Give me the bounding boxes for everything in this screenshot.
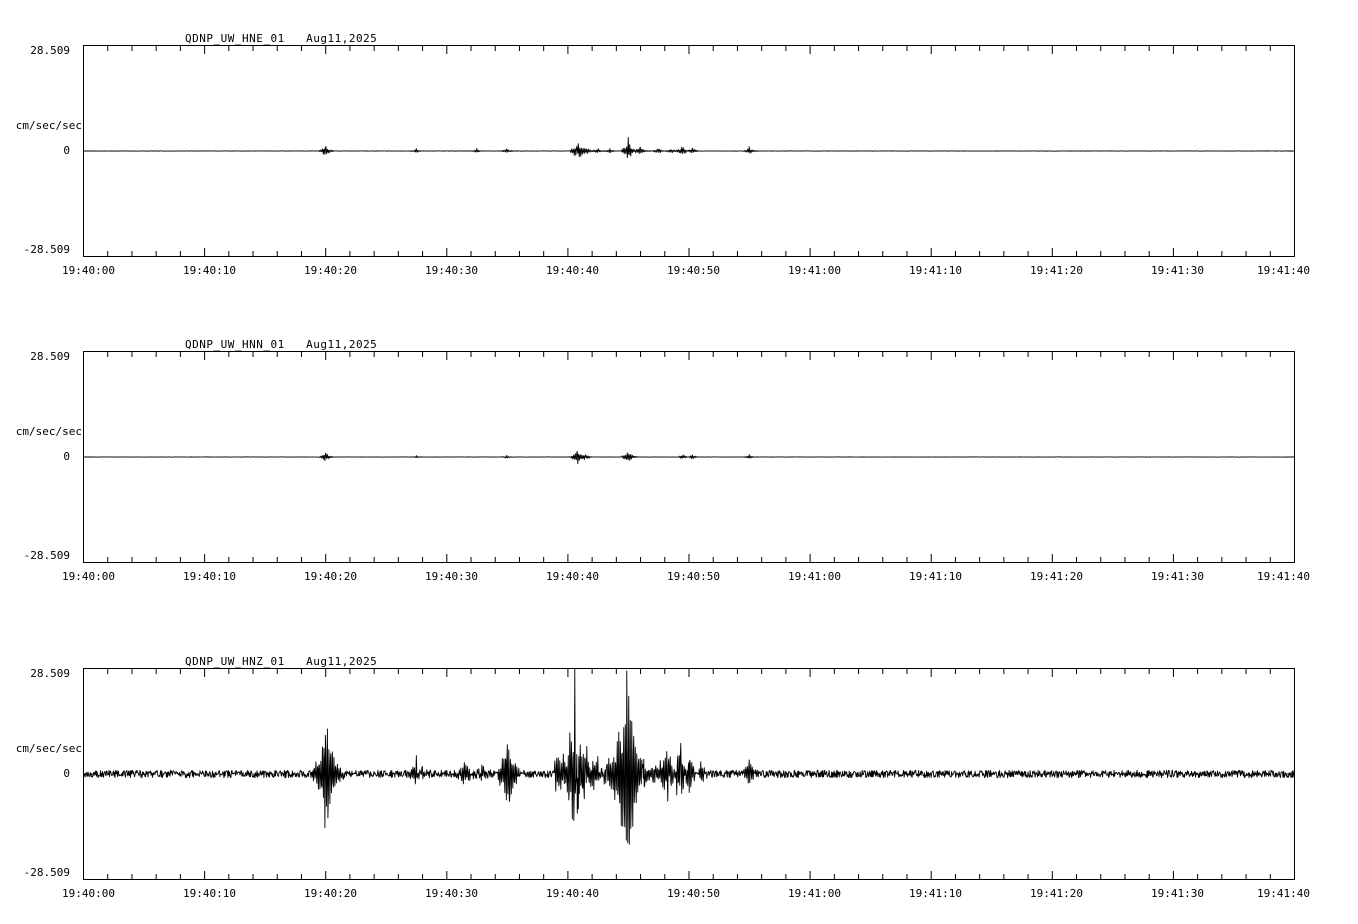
x-tick-label: 19:41:00 xyxy=(788,264,841,277)
x-tick-label: 19:41:30 xyxy=(1151,570,1204,583)
plot-area-hnz xyxy=(83,668,1295,880)
y-tick-max-hnz: 28.509 xyxy=(30,667,70,680)
x-tick-label: 19:41:00 xyxy=(788,887,841,900)
x-tick-label: 19:40:50 xyxy=(667,570,720,583)
y-tick-zero-hnz: 0 xyxy=(63,767,70,780)
x-tick-label: 19:41:10 xyxy=(909,570,962,583)
seismogram-panel-hne xyxy=(0,0,1358,290)
x-tick-label: 19:41:40 xyxy=(1257,570,1310,583)
waveform-trace xyxy=(83,452,1294,464)
y-axis-label-hne: cm/sec/sec xyxy=(15,119,82,132)
y-tick-zero-hnn: 0 xyxy=(63,450,70,463)
x-tick-label: 19:40:40 xyxy=(546,570,599,583)
plot-area-hnn xyxy=(83,351,1295,563)
x-tick-label: 19:41:40 xyxy=(1257,887,1310,900)
x-tick-label: 19:40:20 xyxy=(304,570,357,583)
y-tick-max-hne: 28.509 xyxy=(30,44,70,57)
x-tick-label: 19:41:20 xyxy=(1030,570,1083,583)
x-tick-label: 19:40:00 xyxy=(62,570,115,583)
panel-title-hne: QDNP_UW_HNE_01 Aug11,2025 xyxy=(185,32,378,45)
x-tick-label: 19:41:00 xyxy=(788,570,841,583)
x-tick-label: 19:40:40 xyxy=(546,887,599,900)
x-tick-label: 19:41:10 xyxy=(909,887,962,900)
seismogram-panel-hnz xyxy=(0,612,1358,912)
x-tick-label: 19:40:10 xyxy=(183,887,236,900)
y-tick-zero-hne: 0 xyxy=(63,144,70,157)
x-tick-label: 19:40:50 xyxy=(667,264,720,277)
x-tick-label: 19:41:20 xyxy=(1030,264,1083,277)
y-tick-min-hnn: -28.509 xyxy=(23,549,70,562)
x-tick-label: 19:40:10 xyxy=(183,264,236,277)
x-tick-label: 19:40:50 xyxy=(667,887,720,900)
waveform-trace xyxy=(83,669,1294,844)
y-tick-min-hnz: -28.509 xyxy=(23,866,70,879)
plot-area-hne xyxy=(83,45,1295,257)
y-axis-label-hnn: cm/sec/sec xyxy=(15,425,82,438)
y-axis-label-hnz: cm/sec/sec xyxy=(15,742,82,755)
x-tick-label: 19:40:40 xyxy=(546,264,599,277)
seismogram-panel-hnn xyxy=(0,306,1358,596)
panel-title-hnn: QDNP_UW_HNN_01 Aug11,2025 xyxy=(185,338,378,351)
waveform-trace xyxy=(83,137,1294,157)
x-tick-label: 19:41:30 xyxy=(1151,264,1204,277)
x-tick-label: 19:40:20 xyxy=(304,887,357,900)
x-tick-label: 19:40:30 xyxy=(425,570,478,583)
x-tick-label: 19:41:40 xyxy=(1257,264,1310,277)
x-tick-label: 19:40:20 xyxy=(304,264,357,277)
x-tick-label: 19:40:10 xyxy=(183,570,236,583)
x-tick-label: 19:41:10 xyxy=(909,264,962,277)
y-tick-max-hnn: 28.509 xyxy=(30,350,70,363)
x-tick-label: 19:40:00 xyxy=(62,264,115,277)
x-tick-label: 19:40:30 xyxy=(425,264,478,277)
x-tick-label: 19:40:30 xyxy=(425,887,478,900)
x-tick-label: 19:41:20 xyxy=(1030,887,1083,900)
x-tick-label: 19:41:30 xyxy=(1151,887,1204,900)
y-tick-min-hne: -28.509 xyxy=(23,243,70,256)
x-tick-label: 19:40:00 xyxy=(62,887,115,900)
panel-title-hnz: QDNP_UW_HNZ_01 Aug11,2025 xyxy=(185,655,378,668)
